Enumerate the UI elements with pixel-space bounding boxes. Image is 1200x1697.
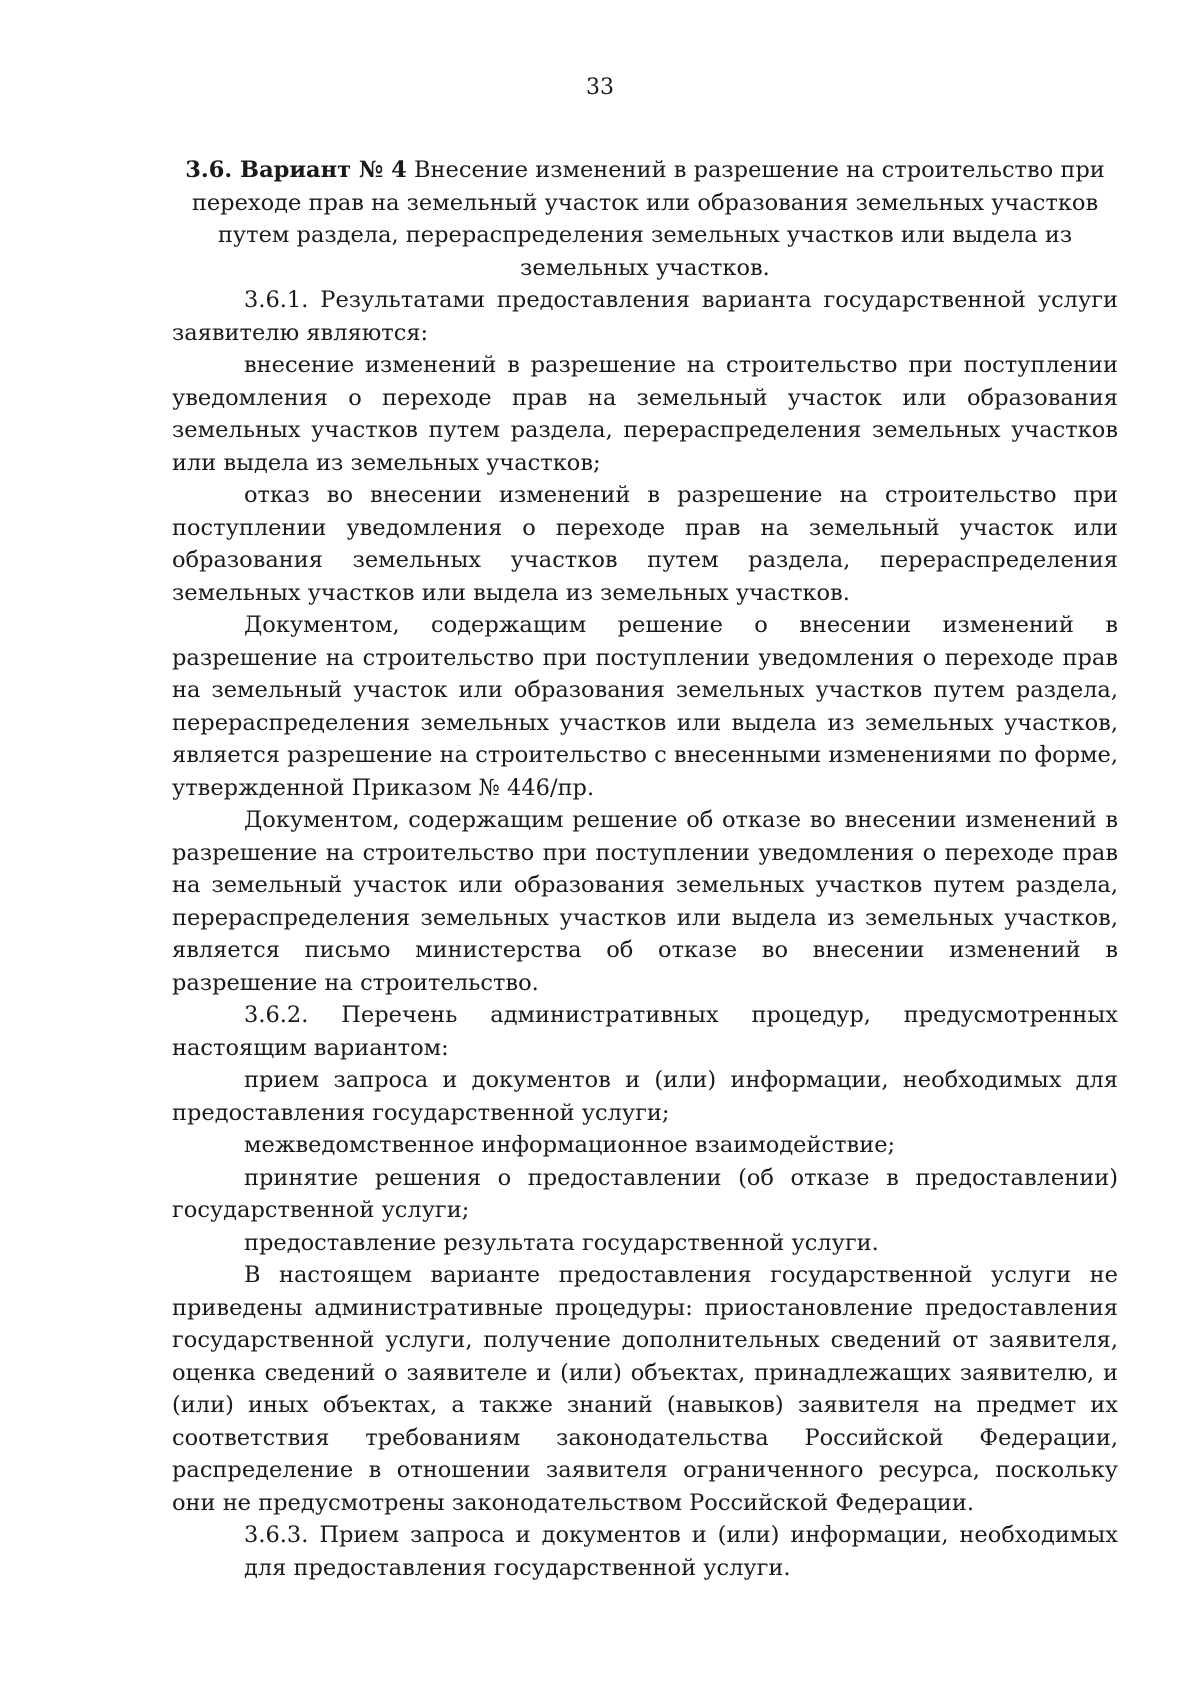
procedure-item-interagency: межведомственное информационное взаимодействие; [244, 1132, 896, 1158]
paragraph-decision-document: Документом, содержащим решение о внесении изменений в разрешение на строительство при поступлении уведомления о переходе прав на земельный участок или образования земельных участков путем раздела, перераспределения земельных участков или выдела из земельных участков, является разрешение на строительство с внесенными изменениями по форме, утвержденной Приказом № 446/пр. [172, 612, 1118, 801]
section-number: 3.6. Вариант № 4 [185, 157, 407, 183]
page-number: 33 [586, 75, 614, 100]
paragraph-result-amend: внесение изменений в разрешение на строительство при поступлении уведомления о переходе прав на земельный участок или образования земельных участков путем раздела, перераспределения земельных участков или выдела из земельных участков; [172, 352, 1118, 476]
document-body [172, 154, 1118, 1584]
paragraph-3-6-1: 3.6.1. Результатами предоставления варианта государственной услуги заявителю являются: [172, 287, 1118, 346]
paragraph-3-6-2: 3.6.2. Перечень административных процедур, предусмотренных настоящим вариантом: [172, 1002, 1118, 1061]
section-heading [172, 154, 1118, 284]
paragraph-refusal-document: Документом, содержащим решение об отказе во внесении изменений в разрешение на строительство при поступлении уведомления о переходе прав на земельный участок или образования земельных участков путем раздела, перераспределения земельных участков или выдела из земельных участков, является письмо министерства об отказе во внесении изменений в разрешение на строительство. [172, 807, 1118, 996]
procedure-item-decision: принятие решения о предоставлении (об отказе в предоставлении) государственной услуги; [172, 1164, 1118, 1223]
paragraph-3-6-3: 3.6.3. Прием запроса и документов и (или) информации, необходимых для предоставления государственной услуги. [244, 1522, 1118, 1581]
paragraph-not-included: В настоящем варианте предоставления государственной услуги не приведены административные процедуры: приостановление предоставления государственной услуги, получение дополнительных сведений от заявителя, оценка сведений о заявителе и (или) объектах, принадлежащих заявителю, и (или) иных объектах, а также знаний (навыков) заявителя на предмет их соответствия требованиям законодательства Российской Федерации, распределение в отношении заявителя ограниченного ресурса, поскольку они не предусмотрены законодательством Российской Федерации. [172, 1262, 1118, 1516]
section-title: Внесение изменений в разрешение на строительство при переходе прав на земельный участок или образования земельных участков путем раздела, перераспределения земельных участков или выдела из земельных участков. [191, 157, 1105, 281]
paragraph-result-refusal: отказ во внесении изменений в разрешение на строительство при поступлении уведомления о переходе прав на земельный участок или образования земельных участков путем раздела, перераспределения земельных участков или выдела из земельных участков. [172, 482, 1118, 606]
procedure-item-request: прием запроса и документов и (или) информации, необходимых для предоставления государственной услуги; [172, 1067, 1118, 1126]
procedure-item-result: предоставление результата государственной услуги. [244, 1229, 879, 1256]
